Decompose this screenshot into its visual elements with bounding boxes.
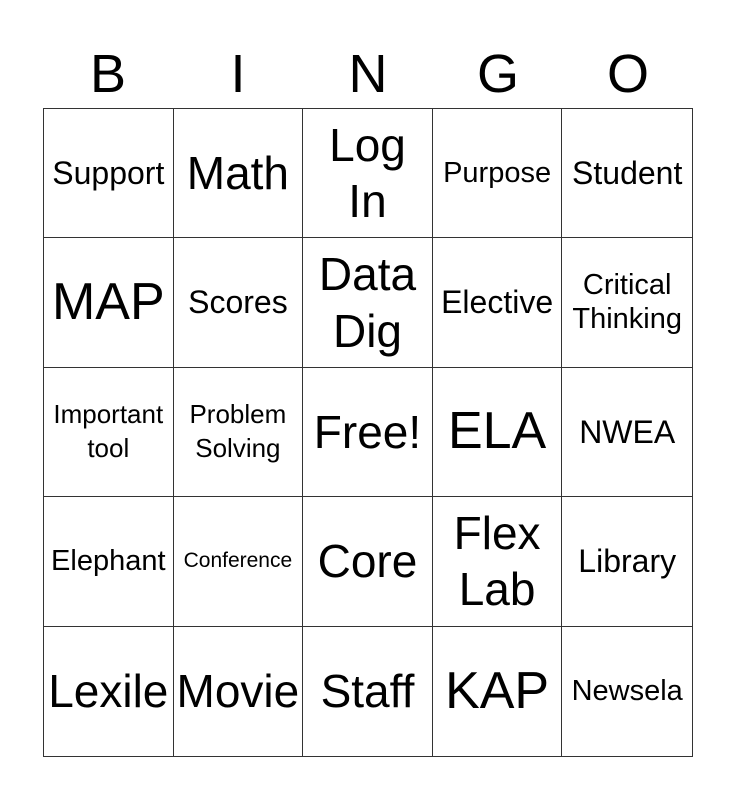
bingo-cell[interactable]: Lexile — [44, 627, 174, 756]
header-letter-g: G — [476, 44, 519, 104]
bingo-cell[interactable]: Conference — [174, 497, 304, 626]
bingo-cell[interactable]: NWEA — [562, 368, 692, 497]
bingo-cell[interactable]: Scores — [174, 238, 304, 367]
bingo-cell[interactable]: Support — [44, 109, 174, 238]
bingo-cell[interactable]: Purpose — [433, 109, 563, 238]
bingo-cell[interactable]: KAP — [433, 627, 563, 756]
bingo-cell[interactable]: Staff — [303, 627, 433, 756]
bingo-cell[interactable]: Elective — [433, 238, 563, 367]
bingo-header — [43, 40, 693, 108]
bingo-cell[interactable]: Student — [562, 109, 692, 238]
bingo-cell[interactable]: Newsela — [571, 674, 683, 707]
header-letter-b: B — [89, 44, 127, 104]
bingo-cell[interactable]: Math — [174, 109, 304, 238]
header-letter-i: I — [230, 44, 246, 104]
header-letter-n: N — [348, 44, 388, 104]
bingo-cell[interactable]: Important tool — [44, 368, 174, 497]
bingo-cell[interactable]: Library — [562, 497, 692, 626]
bingo-cell[interactable]: Elephant — [44, 497, 174, 626]
bingo-cell-free[interactable]: Free! — [303, 368, 433, 497]
bingo-cell[interactable]: Data Dig — [303, 238, 433, 367]
bingo-cell[interactable]: Critical Thinking — [562, 238, 692, 367]
bingo-cell[interactable]: MAP — [44, 238, 174, 367]
bingo-cell[interactable]: Core — [303, 497, 433, 626]
bingo-cell[interactable]: Movie — [174, 627, 304, 756]
bingo-cell[interactable]: Flex Lab — [433, 497, 563, 626]
header-letter-o: O — [606, 44, 649, 104]
bingo-cell[interactable]: ELA — [433, 368, 563, 497]
bingo-cell[interactable]: Problem Solving — [174, 368, 304, 497]
bingo-board — [43, 108, 693, 757]
bingo-cell[interactable]: Log In — [303, 109, 433, 238]
